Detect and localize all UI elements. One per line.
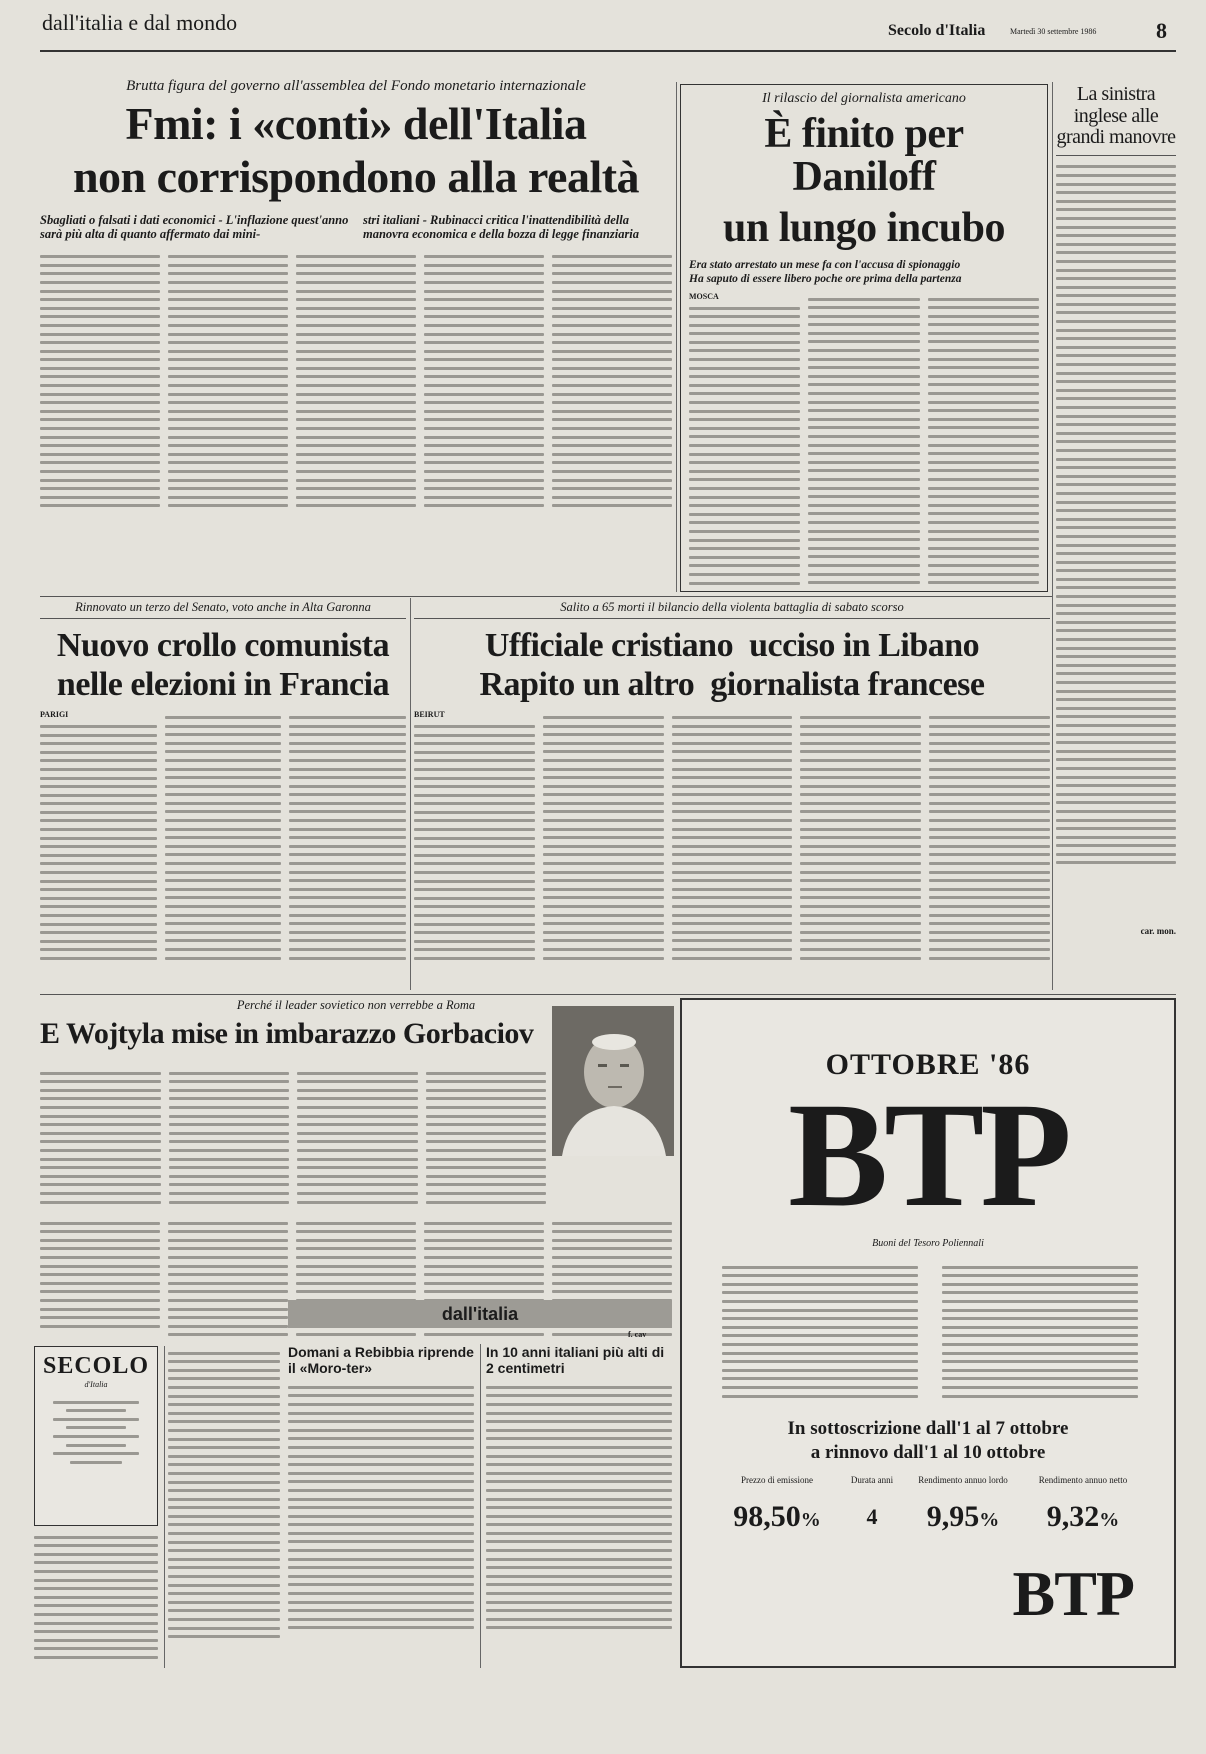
btp-net-unit: % (1099, 1509, 1120, 1531)
wojtyla-body (40, 1066, 546, 1216)
btp-yield-label: Rendimento annuo lordo (918, 1475, 1008, 1485)
wojtyla-column (40, 1066, 161, 1216)
btp-price (722, 1500, 832, 1534)
libano-column (414, 710, 535, 976)
fmi-body (40, 250, 672, 550)
fmi-column (424, 250, 544, 550)
column-rule (1052, 82, 1053, 990)
section-rule (40, 596, 1052, 597)
btp-yield (908, 1500, 1018, 1534)
libano-column (929, 710, 1050, 976)
btp-bullet-column (722, 1260, 918, 1410)
btp-footer-logo: BTP (1012, 1558, 1134, 1629)
btp-subscription-1: In sottoscrizione dall'1 al 7 ottobre (787, 1418, 1069, 1439)
daniloff-article (680, 84, 1048, 592)
fmi-column (168, 250, 288, 550)
wojtyla-kicker: Perché il leader sovietico non verrebbe a Roma (236, 998, 476, 1012)
francia-dateline: PARIGI (40, 710, 69, 720)
fmi-article (40, 58, 672, 588)
libano-column (543, 710, 664, 976)
header-rule (40, 50, 1176, 52)
btp-yield-unit: % (979, 1509, 1000, 1531)
dallitalia-band (288, 1300, 672, 1328)
daniloff-column (928, 292, 1039, 622)
daniloff-body (689, 292, 1039, 622)
daniloff-kicker: Il rilascio del giornalista americano (762, 91, 966, 106)
sinistra-signature: car. mon. (1140, 925, 1176, 936)
fmi-headline-1: Fmi: i «conti» dell'Italia (125, 98, 587, 149)
secolo-credits (39, 1389, 153, 1475)
pope-photo (552, 1006, 674, 1156)
libano-article (414, 598, 1050, 990)
wojtyla-middle-column (168, 1346, 280, 1668)
francia-kicker: Rinnovato un terzo del Senato, voto anche in Alta Garonna (75, 600, 371, 614)
wojtyla-left-column (40, 1216, 160, 1336)
libano-body (414, 710, 1050, 976)
secolo-footnote (34, 1530, 158, 1670)
sinistra-article (1056, 84, 1176, 990)
libano-headline-2: Rapito un altro giornalista francese (479, 665, 985, 703)
wojtyla-column (426, 1066, 547, 1216)
libano-dateline: BEIRUT (414, 710, 445, 720)
dallitalia-label: dall'italia (441, 1304, 519, 1324)
paper-name: Secolo d'Italia (888, 22, 986, 39)
sinistra-body (1056, 160, 1176, 920)
issue-date: Martedì 30 settembre 1986 (1010, 27, 1097, 36)
libano-column (800, 710, 921, 976)
libano-kicker: Salito a 65 morti il bilancio della violenta battaglia di sabato scorso (560, 600, 904, 614)
btp-price-label: Prezzo di emissione (741, 1475, 813, 1485)
section-title: dall'italia e dal mondo (42, 10, 238, 35)
fmi-deck-left: Sbagliati o falsati i dati economici - L'inflazione quest'anno sarà più alta di quanto affermato dai mini- (40, 212, 349, 242)
btp-advertisement (680, 998, 1176, 1668)
section-rule (40, 994, 1176, 995)
secolo-box (34, 1346, 158, 1526)
pope-portrait-image (552, 1006, 674, 1156)
rebibbia-article (288, 1344, 474, 1668)
libano-headline-1: Ufficiale cristiano ucciso in Libano (484, 627, 980, 664)
btp-net-label: Rendimento annuo netto (1038, 1475, 1128, 1485)
daniloff-column (808, 292, 919, 622)
rebibbia-headline: Domani a Rebibbia riprende il «Moro-ter» (288, 1344, 474, 1377)
btp-net-value: 9,32 (1046, 1500, 1100, 1533)
fmi-column (296, 250, 416, 550)
btp-duration-label: Durata anni (850, 1475, 894, 1485)
francia-column (165, 710, 282, 976)
francia-article (40, 598, 406, 990)
francia-body (40, 710, 406, 976)
btp-price-value: 98,50 (733, 1500, 801, 1533)
btp-subtitle: Buoni del Tesoro Poliennali (872, 1238, 984, 1249)
btp-month: OTTOBRE '86 (825, 1048, 1031, 1081)
btp-yield-value: 9,95 (926, 1500, 980, 1533)
btp-price-unit: % (800, 1509, 821, 1531)
daniloff-dateline: MOSCA (689, 291, 719, 301)
rebibbia-body (288, 1380, 474, 1650)
btp-bullet-column (942, 1260, 1138, 1410)
secolo-subtitle: d'Italia (84, 1380, 108, 1389)
kicker-rule (40, 618, 406, 619)
column-rule (676, 82, 677, 592)
wojtyla-signature: f. cav (628, 1330, 647, 1339)
column-rule (164, 1346, 165, 1668)
btp-logo: BTP (788, 1072, 1068, 1238)
btp-net (1028, 1500, 1138, 1534)
daniloff-column (689, 292, 800, 622)
page-header (0, 0, 1206, 48)
fmi-deck (40, 213, 672, 242)
wojtyla-column (168, 1216, 288, 1342)
francia-column (40, 710, 157, 976)
secolo-title: SECOLO (42, 1353, 150, 1379)
daniloff-headline-2: un lungo incubo (723, 204, 1005, 251)
statura-body (486, 1380, 672, 1650)
libano-column (672, 710, 793, 976)
column-rule (410, 598, 411, 990)
btp-subscription-2: a rinnovo dall'1 al 10 ottobre (810, 1442, 1046, 1463)
btp-duration: 4 (866, 1504, 878, 1529)
fmi-deck-right: stri italiani - Rubinacci critica l'inattendibilità della manovra economica e della bozza di legge finanziaria (363, 212, 640, 242)
wojtyla-headline: E Wojtyla mise in imbarazzo Gorbaciov (40, 1017, 534, 1050)
sinistra-headline: La sinistra inglese alle grandi manovre (1056, 84, 1176, 156)
fmi-column (40, 250, 160, 550)
page-number: 8 (1156, 18, 1167, 43)
francia-column (289, 710, 406, 976)
fmi-column (552, 250, 672, 550)
fmi-kicker: Brutta figura del governo all'assemblea del Fondo monetario internazionale (126, 78, 586, 94)
fmi-headline-2: non corrispondono alla realtà (72, 150, 640, 202)
kicker-rule (414, 618, 1050, 619)
francia-headline-2: nelle elezioni in Francia (56, 665, 390, 703)
daniloff-deck: Era stato arrestato un mese fa con l'accusa di spionaggio Ha saputo di essere libero poche ore prima della partenza (689, 259, 962, 285)
statura-headline: In 10 anni italiani più alti di 2 centimetri (486, 1344, 665, 1377)
wojtyla-column (169, 1066, 290, 1216)
btp-bullets (722, 1260, 1138, 1410)
statura-article (486, 1344, 672, 1668)
column-rule (480, 1344, 481, 1668)
daniloff-headline-1: È finito per Daniloff (764, 111, 964, 200)
wojtyla-column (297, 1066, 418, 1216)
francia-headline-1: Nuovo crollo comunista (56, 627, 390, 664)
